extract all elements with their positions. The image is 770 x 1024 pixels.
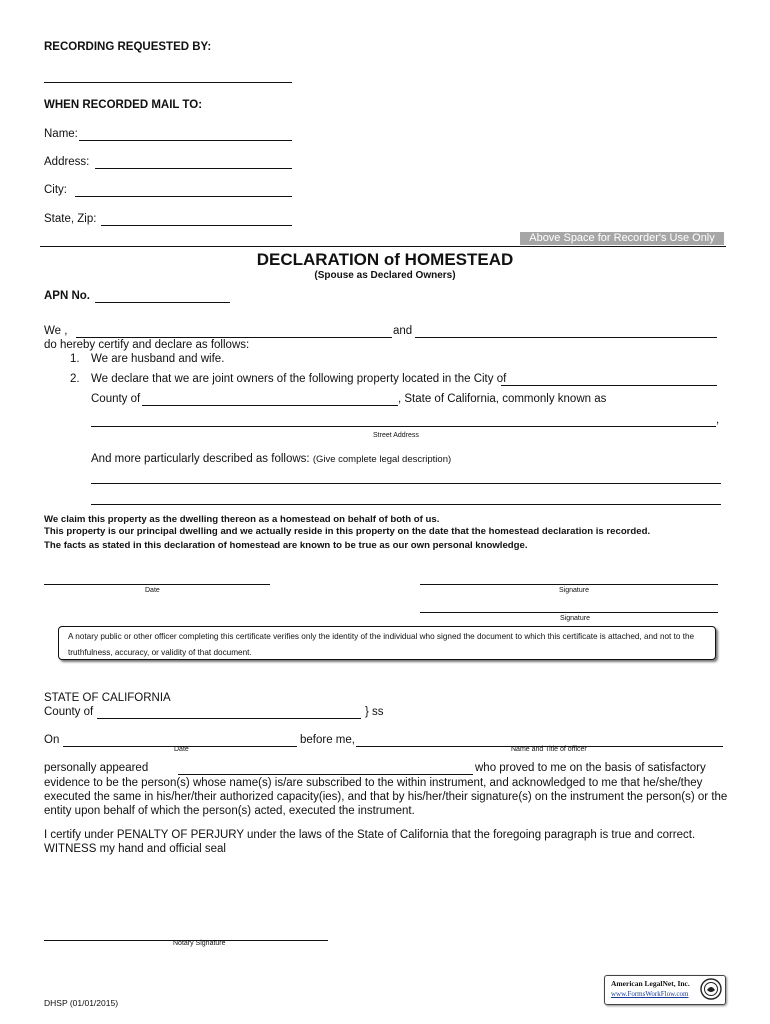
apn-label: APN No. [44,290,90,302]
state-zip-label: State, Zip: [44,213,97,225]
signature-caption-2: Signature [560,615,590,622]
and-label: and [393,325,413,337]
notary-county-field[interactable] [97,718,361,719]
signature-caption-1: Signature [559,587,589,594]
property-county-field[interactable] [142,405,398,406]
more-particularly-label: And more particularly described as follows: [91,453,310,465]
item1-number: 1. [70,353,80,365]
document-title: DECLARATION of HOMESTEAD [256,250,514,269]
address-field[interactable] [95,168,292,169]
spouse2-name-field[interactable] [415,337,717,338]
street-address-caption: Street Address [373,432,419,439]
city-field[interactable] [75,196,292,197]
document-subtitle: (Spouse as Declared Owners) [314,270,456,281]
american-legalnet-logo[interactable] [604,975,726,1005]
date-caption: Date [145,587,160,594]
recording-requested-by-heading: RECORDING REQUESTED BY: [44,41,212,53]
do-hereby-text: do hereby certify and declare as follows: [44,339,250,351]
notary-date-caption: Date [174,746,189,753]
recorder-use-banner: Above Space for Recorder's Use Only [520,232,724,245]
address-label: Address: [44,156,90,168]
more-particularly-text [91,453,451,465]
notary-county-label: County of [44,706,94,718]
state-of-california-heading: STATE OF CALIFORNIA [44,692,171,704]
logo-url-link[interactable]: www.FormsWorkFlow.com [611,990,689,998]
county-of-label: County of [91,393,141,405]
apn-field[interactable] [95,302,230,303]
we-label: We , [44,325,68,337]
ss-label: } ss [365,706,384,718]
on-label: On [44,734,60,746]
personally-appeared-field[interactable] [178,774,473,775]
state-zip-field[interactable] [101,225,292,226]
street-address-field[interactable] [91,426,716,427]
city-label: City: [44,184,67,196]
officer-name-caption: Name and Title of officer [511,746,587,753]
item2-text: We declare that we are joint owners of the following property located in the City of [91,373,507,385]
city-of-property-field[interactable] [501,385,717,386]
spouse1-name-field[interactable] [76,337,392,338]
legal-description-line-2[interactable] [91,504,721,505]
company-seal-icon [700,978,722,1000]
legal-description-line-1[interactable] [91,483,721,484]
signature-line-1[interactable] [420,584,718,585]
notary-signature-caption: Notary Signature [173,940,226,947]
legal-description-hint: (Give complete legal description) [312,454,452,465]
notary-notice-box: A notary public or other officer completing this certificate verifies only the identity of the individual who signed the document to which this certificate is attached, and not to the truthfulness, accuracy, or validity of that document. [58,626,716,660]
claim-line-3: The facts as stated in this declaration of homestead are known to be true as our own personal knowledge. [44,540,528,551]
name-field[interactable] [79,140,292,141]
form-code: DHSP (01/01/2015) [44,998,119,1008]
when-recorded-mail-to-heading: WHEN RECORDED MAIL TO: [44,99,203,111]
state-of-california-text: , State of California, commonly known as [398,393,607,405]
street-address-comma: , [716,414,720,426]
personally-appeared-label: personally appeared [44,762,149,774]
witness-text: WITNESS my hand and official seal [44,843,226,855]
item2-number: 2. [70,373,80,385]
date-signature-line[interactable] [44,584,270,585]
claim-line-1: We claim this property as the dwelling thereon as a homestead on behalf of both of us. [44,514,440,525]
recording-requested-by-field[interactable] [44,82,292,83]
name-label: Name: [44,128,78,140]
who-proved-text: who proved to me on the basis of satisfactory [475,762,706,774]
item1-text: We are husband and wife. [91,353,225,365]
claim-line-2: This property is our principal dwelling and we actually reside in this property on the date that the homestead declaration is recorded. [44,526,651,537]
header-divider [40,246,726,247]
before-me-label: before me, [300,734,355,746]
logo-company-name: American LegalNet, Inc. [611,979,690,988]
penalty-of-perjury-text: I certify under PENALTY OF PERJURY under the laws of the State of California that the foregoing paragraph is true and correct. [44,829,696,841]
acknowledgment-paragraph: evidence to be the person(s) whose name(s) is/are subscribed to the within instrument, and acknowledged to me that he/she/they executed the same in his/her/their authorized capacity(ies), and that by his/her/their signature(s) on the instrument the person(s) or the entity upon behalf of which the person(s) acted, executed the instrument. [44,777,728,817]
signature-line-2[interactable] [420,612,718,613]
